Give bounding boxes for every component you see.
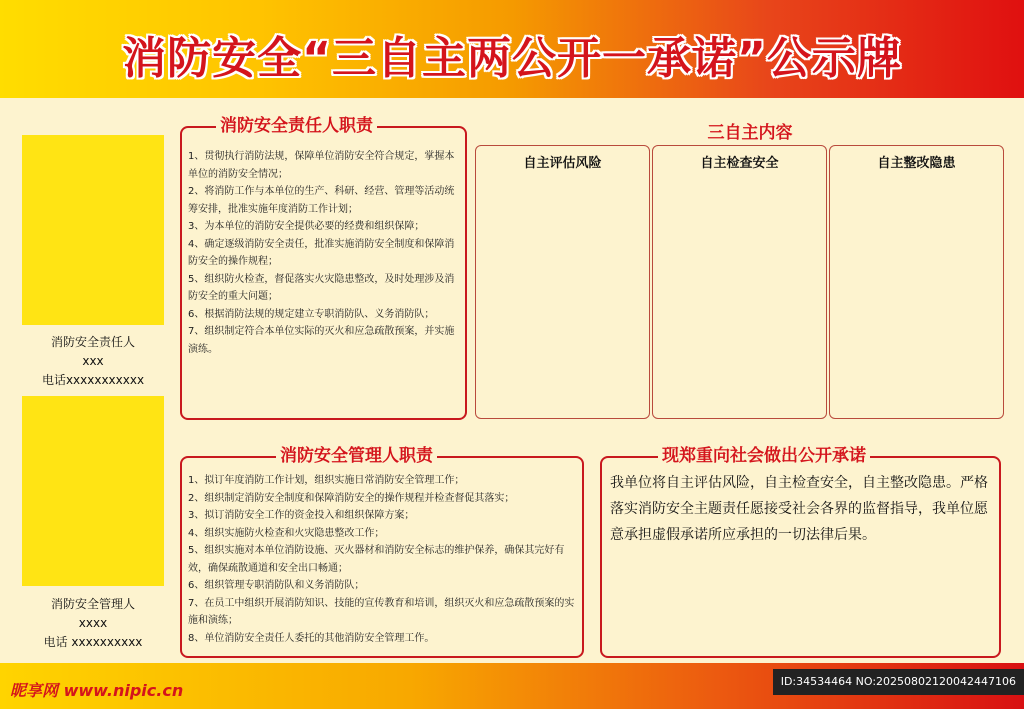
responsible-person-photo (22, 135, 164, 325)
hazard-rectification-label: 自主整改隐患 (877, 156, 956, 171)
public-promise-text: 我单位将自主评估风险，自主检查安全，自主整改隐患。严格落实消防安全主题责任愿接受社会各界的监督指导，我单位愿意承担虚假承诺所应承担的一切法律后果。 (610, 475, 988, 543)
public-promise-title: 现郑重向社会做出公开承诺 (658, 445, 870, 467)
manager-duties-title: 消防安全管理人职责 (276, 445, 437, 467)
manager-photo (22, 396, 164, 586)
responsible-person-phone: 电话xxxxxxxxxxx (41, 373, 145, 387)
three-self-title: 三自主内容 (707, 123, 793, 143)
responsible-person-role: 消防安全责任人 (50, 335, 135, 349)
manager-duties-text: 1、拟订年度消防工作计划，组织实施日常消防安全管理工作； 2、组织制定消防安全制度和保障消防安全的操作规程并检查督促其落实； 3、拟订消防安全工作的资金投入和组织保障方案； 4、组织实施防火检查和火灾隐患整改工作； 5、组织实施对本单位消防设施、灭火器材和消防安全标志的维护保养，确保其完好有效，确保疏散通道和安全出口畅通； 6、组织管理专职消防队和义务消防队； 7、在员工中组织开展消防知识、技能的宣传教育和培训，组织灭火和应急疏散预案的实施和演练； 8、单位消防安全责任人委托的其他消防安全管理工作。 (188, 475, 575, 644)
manager-phone: 电话 xxxxxxxxxx (43, 635, 143, 649)
header-banner (0, 0, 1024, 98)
responsible-duties-panel (180, 116, 467, 420)
image-id-label: ID:34534464 NO:20250802120042447106 (773, 669, 1024, 695)
responsible-person-caption (22, 333, 164, 390)
responsible-duties-text: 1、贯彻执行消防法规，保障单位消防安全符合规定，掌握本单位的消防安全情况； 2、将消防工作与本单位的生产、科研、经营、管理等活动统筹安排，批准实施年度消防工作计划； 3、为本单位的消防安全提供必要的经费和组织保障； 4、确定逐级消防安全责任，批准实施消防安全制度和保障消防安全的操作规程； 5、组织防火检查，督促落实火灾隐患整改，及时处理涉及消防安全的重大问题； 6、根据消防法规的规定建立专职消防队、义务消防队； 7、组织制定符合本单位实际的灭火和应急疏散预案，并实施演练。 (188, 151, 455, 355)
manager-caption (22, 595, 164, 652)
risk-assessment-label: 自主评估风险 (523, 156, 602, 171)
safety-inspection-column (652, 145, 827, 419)
page-title: 消防安全“三自主两公开一承诺”公示牌 (122, 33, 902, 84)
manager-duties-panel (180, 446, 584, 658)
hazard-rectification-column (829, 145, 1004, 419)
public-promise-panel (600, 446, 1001, 658)
responsible-person-name: xxx (82, 354, 104, 368)
safety-inspection-label: 自主检查安全 (700, 156, 779, 171)
manager-role: 消防安全管理人 (50, 597, 135, 611)
manager-name: xxxx (78, 616, 108, 630)
risk-assessment-column (475, 145, 650, 419)
responsible-duties-title: 消防安全责任人职责 (216, 115, 377, 137)
watermark: 昵享网 www.nipic.cn (10, 681, 184, 700)
